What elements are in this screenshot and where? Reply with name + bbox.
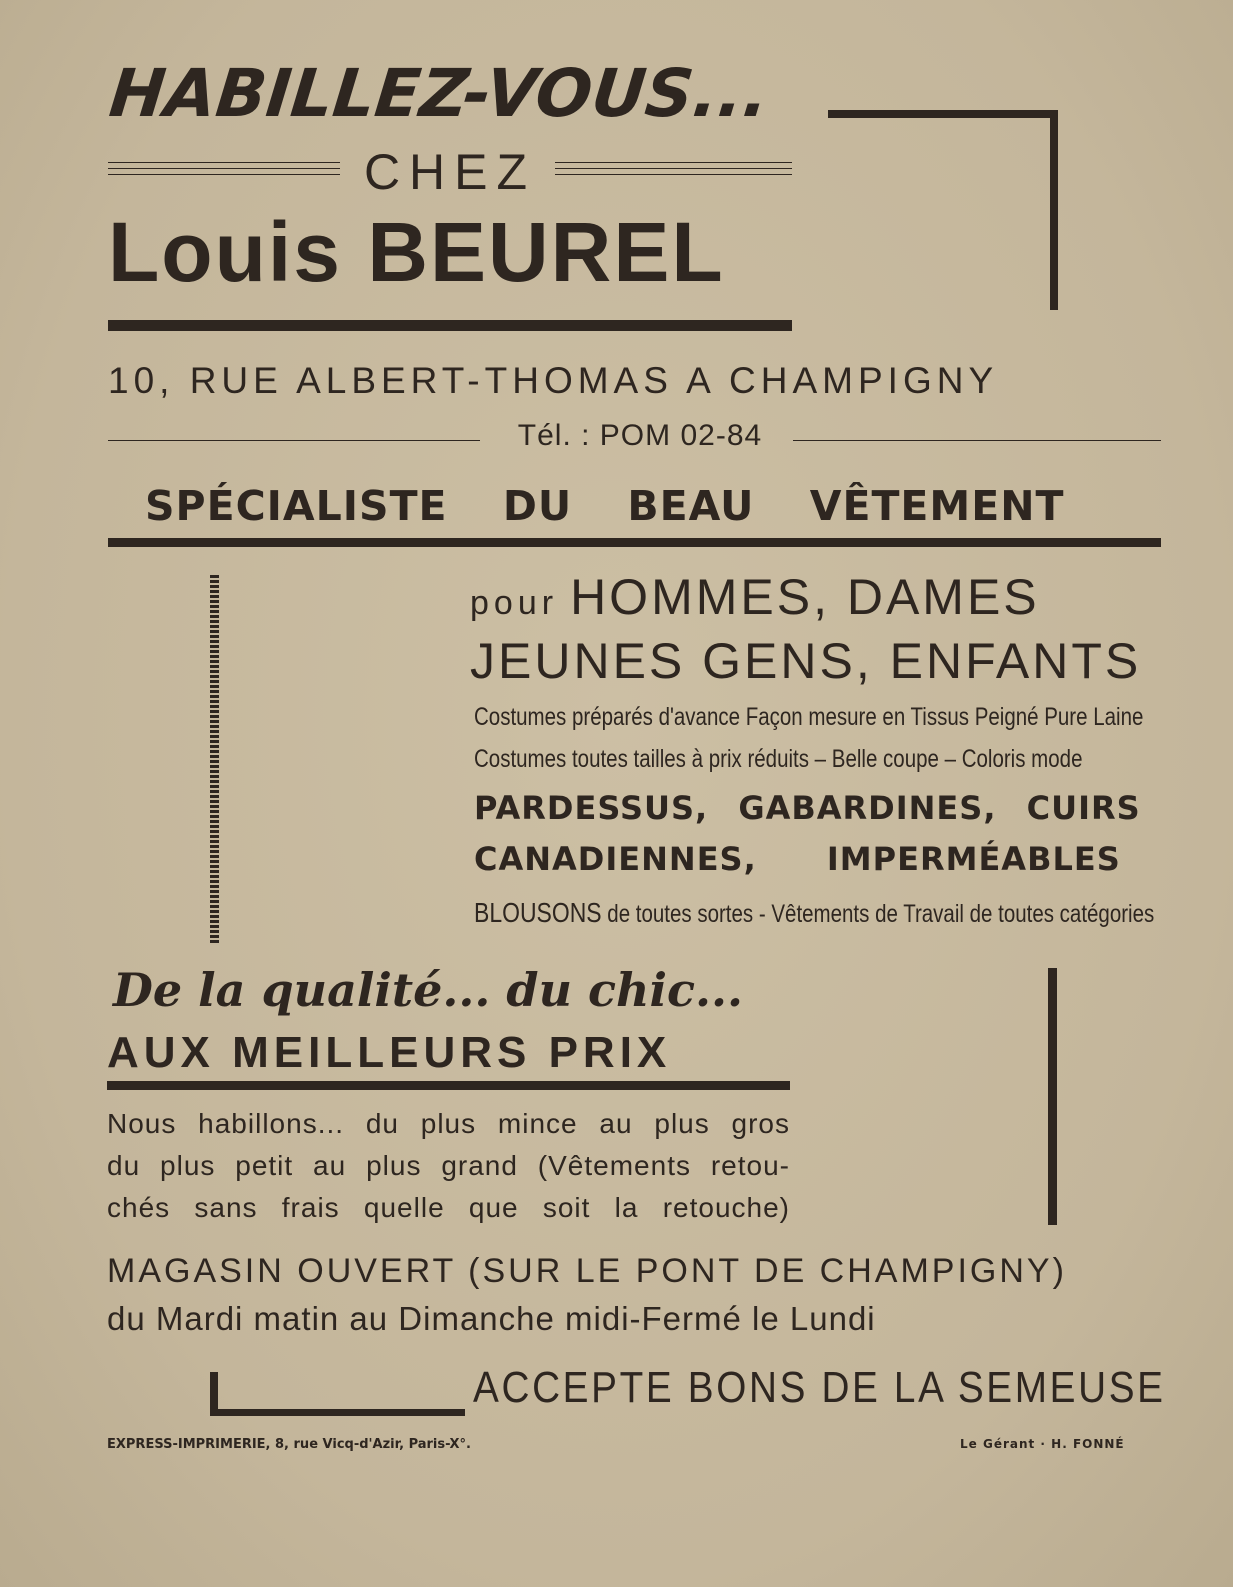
divider-line bbox=[108, 168, 340, 169]
audience-line-1 bbox=[470, 568, 1170, 626]
store-open-notice: MAGASIN OUVERT (SUR LE PONT DE CHAMPIGNY) bbox=[107, 1252, 1067, 1290]
chez-label: CHEZ bbox=[363, 144, 537, 200]
detail-line-2: Costumes toutes tailles à prix réduits – Belle coupe – Coloris mode bbox=[474, 745, 1083, 773]
specialty-heading: SPÉCIALISTE DU BEAU VÊTEMENT bbox=[145, 482, 1065, 530]
products-line-2: CANADIENNES, IMPERMÉABLES bbox=[474, 840, 1121, 878]
audience-prefix: pour bbox=[470, 584, 559, 622]
heavy-rule bbox=[107, 1081, 790, 1090]
corner-bracket bbox=[210, 1409, 465, 1416]
paragraph-line-2: du plus petit au plus grand (Vêtements retou- bbox=[107, 1150, 790, 1181]
divider-line bbox=[555, 174, 792, 175]
telephone: Tél. : POM 02-84 bbox=[517, 419, 763, 452]
manager-credit: Le Gérant · H. FONNÉ bbox=[960, 1437, 1125, 1451]
opening-hours: du Mardi matin au Dimanche midi-Fermé le Lundi bbox=[107, 1300, 876, 1337]
detail-line-3-text: de toutes sortes - Vêtements de Travail de toutes catégories bbox=[601, 900, 1155, 928]
vertical-bar bbox=[1048, 968, 1057, 1225]
divider-line bbox=[555, 162, 792, 163]
detail-line-3 bbox=[474, 897, 1171, 929]
paragraph-line-1: Nous habillons... du plus mince au plus gros bbox=[107, 1108, 790, 1139]
divider-line bbox=[555, 168, 792, 169]
address: 10, RUE ALBERT-THOMAS A CHAMPIGNY bbox=[108, 360, 999, 401]
vouchers-notice: ACCEPTE BONS DE LA SEMEUSE bbox=[473, 1363, 1166, 1412]
corner-bracket bbox=[1050, 110, 1058, 310]
audience-men-women: HOMMES, DAMES bbox=[570, 569, 1040, 625]
divider-line bbox=[108, 162, 340, 163]
headline: HABILLEZ-VOUS... bbox=[105, 55, 773, 132]
detail-line-1: Costumes préparés d'avance Façon mesure en Tissus Peigné Pure Laine bbox=[474, 703, 1144, 731]
store-name: Louis BEUREL bbox=[108, 205, 725, 299]
divider-line bbox=[108, 440, 480, 441]
blousons-label: BLOUSONS bbox=[474, 897, 602, 928]
dotted-vertical-bar bbox=[210, 575, 219, 943]
heavy-rule bbox=[108, 320, 792, 331]
heavy-rule bbox=[108, 538, 1161, 547]
products-line-1: PARDESSUS, GABARDINES, CUIRS bbox=[474, 789, 1141, 827]
printer-credit: EXPRESS-IMPRIMERIE, 8, rue Vicq-d'Azir, Paris-X°. bbox=[107, 1437, 471, 1452]
audience-line-2: JEUNES GENS, ENFANTS bbox=[470, 633, 1142, 689]
price-claim: AUX MEILLEURS PRIX bbox=[107, 1028, 672, 1077]
divider-line bbox=[108, 174, 340, 175]
slogan: De la qualité... du chic... bbox=[113, 963, 744, 1017]
divider-line bbox=[793, 440, 1161, 441]
paragraph-line-3: chés sans frais quelle que soit la retouche) bbox=[107, 1192, 790, 1223]
corner-bracket bbox=[828, 110, 1058, 118]
